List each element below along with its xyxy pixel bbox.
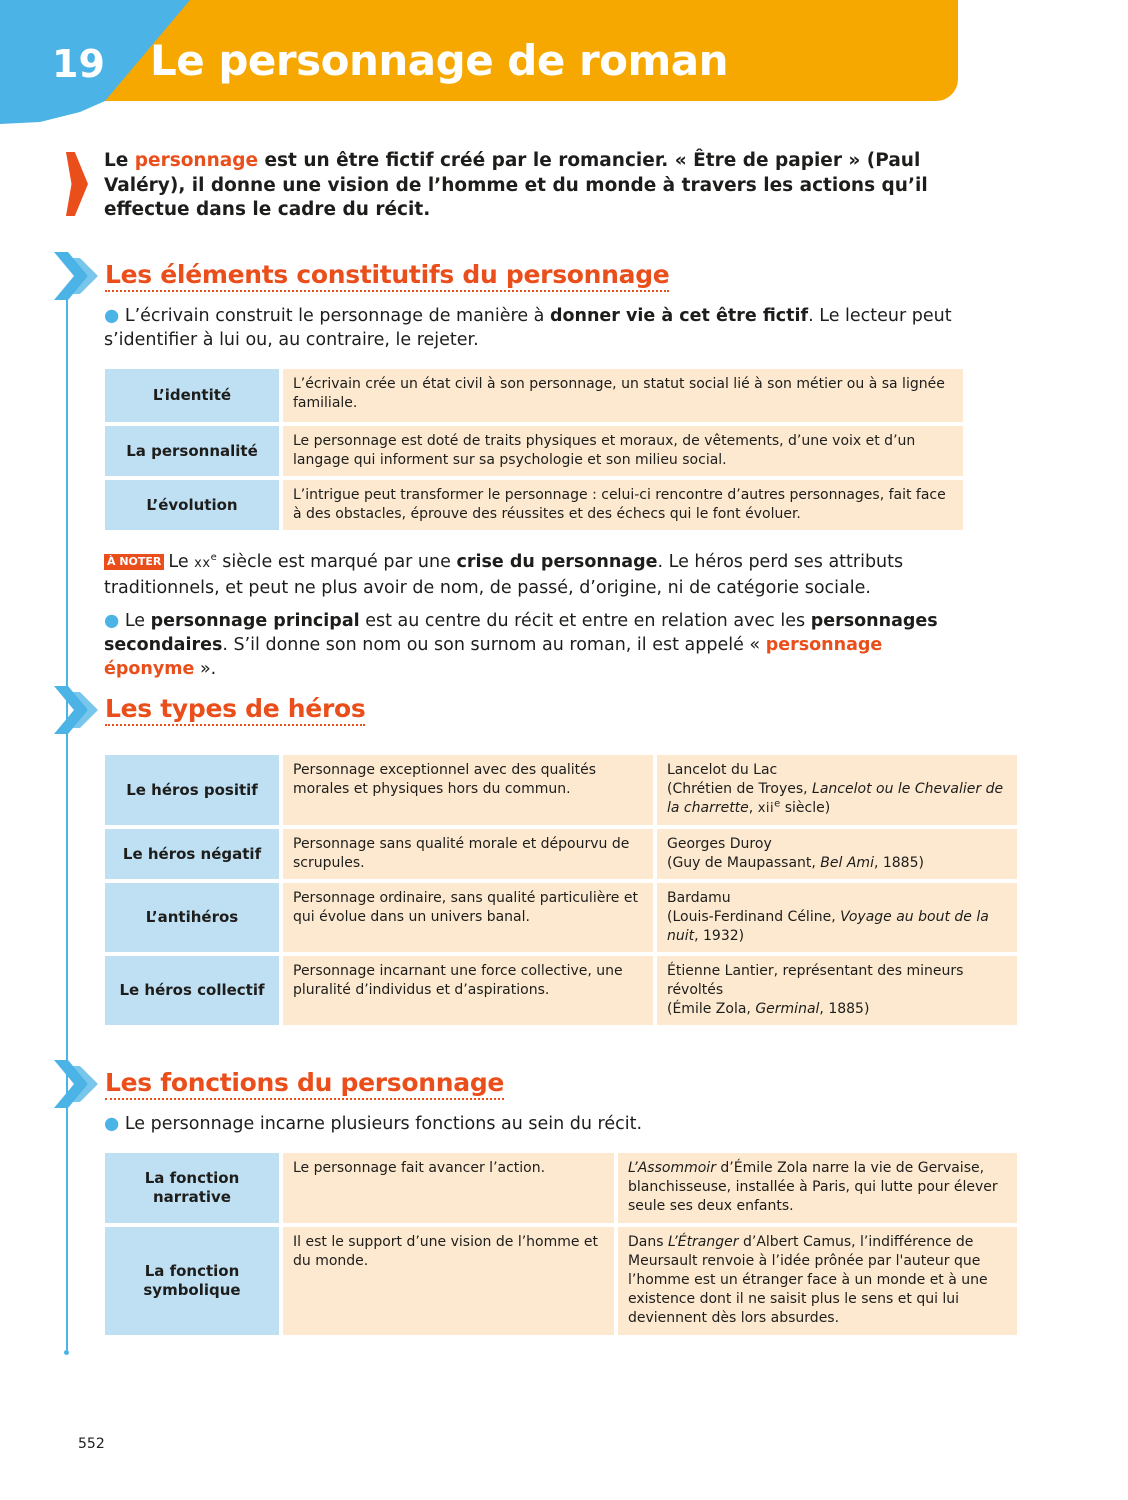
table-row: [105, 1227, 1017, 1335]
row-text: L’écrivain crée un état civil à son personnage, un statut social lié à son métier ou à sa lignée familiale.: [283, 369, 963, 422]
row-label: Le héros collectif: [105, 956, 279, 1025]
table-row: [105, 480, 963, 530]
section3-paragraph: ● Le personnage incarne plusieurs fonctions au sein du récit.: [104, 1114, 643, 1134]
page-title: Le personnage de roman: [150, 36, 729, 85]
keyword-personnage: personnage: [134, 150, 259, 171]
table-row: [105, 883, 1017, 952]
page-number: 552: [78, 1436, 105, 1452]
row-label: La fonction narrative: [105, 1153, 279, 1223]
bullet-icon: ●: [104, 306, 125, 326]
row-label: L’identité: [105, 369, 279, 422]
timeline-end-dot: [64, 1350, 69, 1355]
row-example: L’Assommoir d’Émile Zola narre la vie de Gervaise, blanchisseuse, installée à Paris, qui lutte pour élever seule ses deux enfants.: [618, 1153, 1017, 1223]
row-description: Le personnage fait avancer l’action.: [283, 1153, 614, 1223]
keyword-eponyme: personnage éponyme: [104, 635, 883, 679]
intro-marker-icon: [66, 152, 88, 216]
row-description: Personnage ordinaire, sans qualité particulière et qui évolue dans un univers banal.: [283, 883, 653, 952]
section-title-elements: Les éléments constitutifs du personnage: [105, 260, 669, 292]
row-label: La personnalité: [105, 426, 279, 476]
row-description: Personnage sans qualité morale et dépourvu de scrupules.: [283, 829, 653, 879]
table-row: [105, 829, 1017, 879]
row-label: L’évolution: [105, 480, 279, 530]
note-badge: À NOTER: [104, 554, 164, 570]
row-label: La fonction symbolique: [105, 1227, 279, 1335]
row-description: Il est le support d’une vision de l’homme et du monde.: [283, 1227, 614, 1335]
row-label: L’antihéros: [105, 883, 279, 952]
heroes-table: [101, 751, 1021, 1029]
section-title-heros: Les types de héros: [105, 694, 365, 726]
section-chevron-icon: [54, 252, 100, 300]
row-example: Bardamu (Louis-Ferdinand Céline, Voyage au bout de la nuit, 1932): [657, 883, 1017, 952]
section-chevron-icon: [54, 1060, 100, 1108]
row-example: Étienne Lantier, représentant des mineurs révoltés (Émile Zola, Germinal, 1885): [657, 956, 1017, 1025]
timeline-line: [66, 290, 68, 1350]
row-label: Le héros négatif: [105, 829, 279, 879]
intro-paragraph: Le personnage est un être fictif créé par le romancier. « Être de papier » (Paul Valéry), il donne une vision de l’homme et du monde à travers les actions qu’il effectue dans le cadre du récit.: [104, 150, 928, 220]
row-example: Georges Duroy (Guy de Maupassant, Bel Ami, 1885): [657, 829, 1017, 879]
chapter-number: 19: [52, 42, 105, 86]
table-row: [105, 426, 963, 476]
elements-table: [101, 365, 967, 534]
bullet-icon: ●: [104, 1114, 125, 1134]
table-row: [105, 369, 963, 422]
row-description: Personnage incarnant une force collective, une pluralité d’individus et d’aspirations.: [283, 956, 653, 1025]
row-label: Le héros positif: [105, 755, 279, 825]
functions-table: [101, 1149, 1021, 1339]
row-description: Personnage exceptionnel avec des qualités morales et physiques hors du commun.: [283, 755, 653, 825]
section1-paragraph-2: ● Le personnage principal est au centre du récit et entre en relation avec les personnages secondaires. S’il donne son nom ou son surnom au roman, il est appelé « personnage éponyme ».: [104, 611, 938, 679]
row-text: L’intrigue peut transformer le personnage : celui-ci rencontre d’autres personnages, fait face à des obstacles, éprouve des réussites et des échecs qui le font évoluer.: [283, 480, 963, 530]
bullet-icon: ●: [104, 611, 125, 631]
section1-paragraph: ● L’écrivain construit le personnage de manière à donner vie à cet être fictif. Le lecteur peut s’identifier à lui ou, au contraire, le rejeter.: [104, 306, 952, 350]
row-example: Dans L’Étranger d’Albert Camus, l’indifférence de Meursault renvoie à l’idée prônée par l'auteur que l’homme est un étranger face à un monde et à une existence dont il ne saisit plus le sens et qui lui deviennent dès lors absurdes.: [618, 1227, 1017, 1335]
table-row: [105, 755, 1017, 825]
section-chevron-icon: [54, 686, 100, 734]
row-example: Lancelot du Lac (Chrétien de Troyes, Lancelot ou le Chevalier de la charrette, xii$^e$ siècle): [657, 755, 1017, 825]
note-paragraph: À NOTER Le $xx^e$ siècle est marqué par une crise du personnage. Le héros perd ses attributs traditionnels, et peut ne plus avoir de nom, de passé, d’origine, ni de catégorie sociale.: [104, 552, 904, 598]
table-row: [105, 1153, 1017, 1223]
row-text: Le personnage est doté de traits physiques et moraux, de vêtements, d’une voix et d’un langage qui informent sur sa psychologie et son milieu social.: [283, 426, 963, 476]
table-row: [105, 956, 1017, 1025]
section-title-fonctions: Les fonctions du personnage: [105, 1068, 504, 1100]
